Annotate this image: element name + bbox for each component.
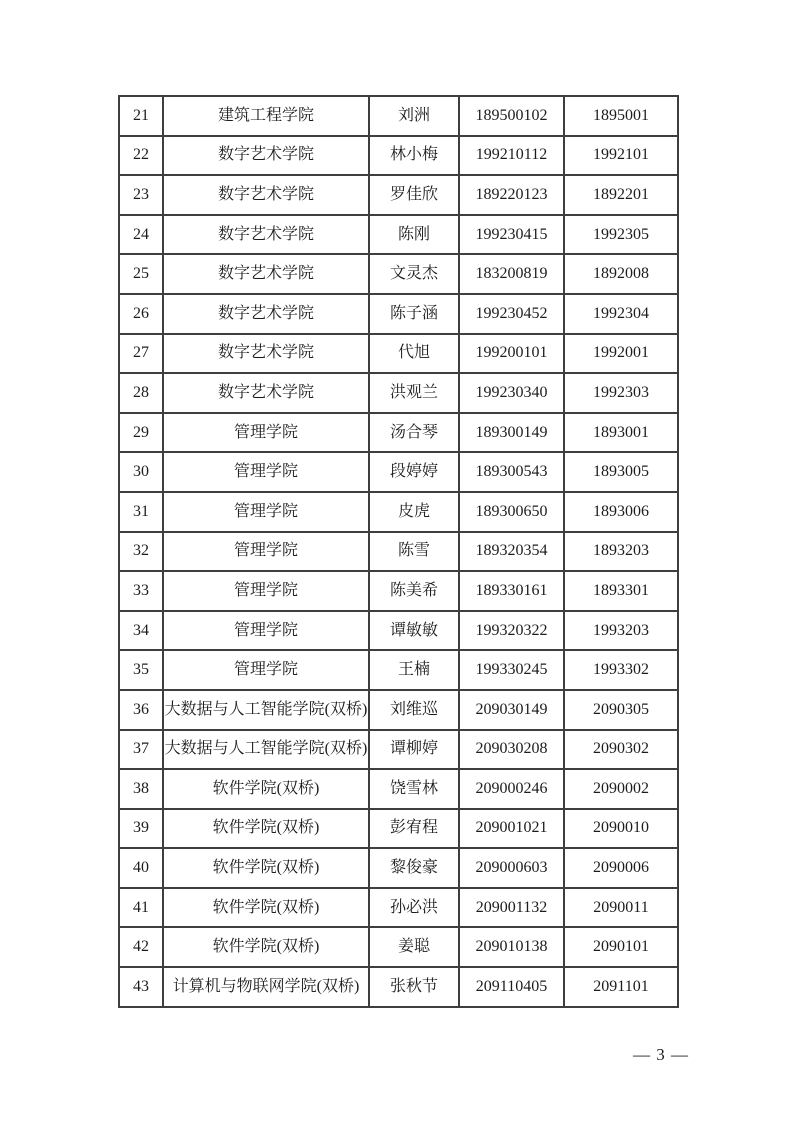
table-row (119, 888, 678, 928)
cell-student-id: 189300543 (459, 452, 564, 492)
cell-row-number: 43 (119, 967, 163, 1007)
cell-student-id: 199230340 (459, 373, 564, 413)
cell-row-number: 22 (119, 136, 163, 176)
table-row (119, 254, 678, 294)
cell-student-id: 189300650 (459, 492, 564, 532)
cell-student-id: 199200101 (459, 334, 564, 374)
table-row (119, 175, 678, 215)
table-row (119, 215, 678, 255)
cell-college: 数字艺术学院 (163, 294, 369, 334)
cell-student-id: 209000603 (459, 848, 564, 888)
cell-row-number: 31 (119, 492, 163, 532)
cell-class-number: 2090011 (564, 888, 678, 928)
table-row (119, 334, 678, 374)
cell-student-name: 彭宥程 (369, 809, 459, 849)
cell-student-name: 皮虎 (369, 492, 459, 532)
cell-student-name: 姜聪 (369, 927, 459, 967)
table-row (119, 769, 678, 809)
cell-student-id: 199230415 (459, 215, 564, 255)
cell-student-name: 孙必洪 (369, 888, 459, 928)
cell-college: 数字艺术学院 (163, 373, 369, 413)
cell-student-id: 189300149 (459, 413, 564, 453)
cell-college: 建筑工程学院 (163, 96, 369, 136)
cell-student-id: 199230452 (459, 294, 564, 334)
cell-row-number: 23 (119, 175, 163, 215)
cell-student-name: 罗佳欣 (369, 175, 459, 215)
cell-row-number: 25 (119, 254, 163, 294)
cell-class-number: 2090002 (564, 769, 678, 809)
cell-class-number: 1893005 (564, 452, 678, 492)
cell-student-id: 199210112 (459, 136, 564, 176)
cell-row-number: 29 (119, 413, 163, 453)
table-row (119, 967, 678, 1007)
cell-row-number: 33 (119, 571, 163, 611)
cell-college: 管理学院 (163, 452, 369, 492)
cell-college: 管理学院 (163, 532, 369, 572)
cell-row-number: 35 (119, 650, 163, 690)
cell-college: 大数据与人工智能学院(双桥) (163, 690, 369, 730)
cell-row-number: 36 (119, 690, 163, 730)
cell-college: 数字艺术学院 (163, 334, 369, 374)
cell-row-number: 27 (119, 334, 163, 374)
cell-college: 软件学院(双桥) (163, 769, 369, 809)
cell-class-number: 2091101 (564, 967, 678, 1007)
cell-student-name: 陈刚 (369, 215, 459, 255)
cell-student-id: 189500102 (459, 96, 564, 136)
cell-college: 管理学院 (163, 571, 369, 611)
table-row (119, 413, 678, 453)
cell-row-number: 30 (119, 452, 163, 492)
cell-student-name: 谭柳婷 (369, 730, 459, 770)
cell-row-number: 37 (119, 730, 163, 770)
cell-student-name: 代旭 (369, 334, 459, 374)
cell-student-name: 饶雪林 (369, 769, 459, 809)
cell-student-id: 209001021 (459, 809, 564, 849)
cell-class-number: 1993302 (564, 650, 678, 690)
cell-student-name: 陈美希 (369, 571, 459, 611)
cell-row-number: 41 (119, 888, 163, 928)
cell-student-id: 209110405 (459, 967, 564, 1007)
page-number (612, 1025, 689, 1085)
cell-student-id: 209010138 (459, 927, 564, 967)
cell-student-name: 张秋节 (369, 967, 459, 1007)
cell-student-name: 段婷婷 (369, 452, 459, 492)
cell-class-number: 1992305 (564, 215, 678, 255)
cell-row-number: 34 (119, 611, 163, 651)
cell-row-number: 42 (119, 927, 163, 967)
page-number-text: — 3 — (633, 1045, 689, 1064)
cell-row-number: 32 (119, 532, 163, 572)
cell-row-number: 26 (119, 294, 163, 334)
cell-college: 大数据与人工智能学院(双桥) (163, 730, 369, 770)
roster-body (119, 96, 678, 1007)
cell-college: 管理学院 (163, 650, 369, 690)
cell-class-number: 2090305 (564, 690, 678, 730)
table-row (119, 571, 678, 611)
cell-student-name: 刘洲 (369, 96, 459, 136)
student-roster-table (118, 95, 679, 1008)
cell-college: 管理学院 (163, 413, 369, 453)
cell-row-number: 24 (119, 215, 163, 255)
cell-student-id: 189320354 (459, 532, 564, 572)
cell-college: 数字艺术学院 (163, 136, 369, 176)
cell-row-number: 21 (119, 96, 163, 136)
table-row (119, 492, 678, 532)
cell-student-id: 209001132 (459, 888, 564, 928)
cell-college: 数字艺术学院 (163, 175, 369, 215)
cell-class-number: 1892008 (564, 254, 678, 294)
table-row (119, 611, 678, 651)
table-row (119, 136, 678, 176)
cell-student-name: 汤合琴 (369, 413, 459, 453)
cell-student-name: 刘维巡 (369, 690, 459, 730)
cell-class-number: 1895001 (564, 96, 678, 136)
cell-class-number: 2090010 (564, 809, 678, 849)
cell-row-number: 28 (119, 373, 163, 413)
cell-college: 数字艺术学院 (163, 254, 369, 294)
cell-student-id: 199320322 (459, 611, 564, 651)
cell-class-number: 1892201 (564, 175, 678, 215)
table-row (119, 730, 678, 770)
table-row (119, 373, 678, 413)
cell-class-number: 1893006 (564, 492, 678, 532)
cell-class-number: 2090006 (564, 848, 678, 888)
cell-college: 软件学院(双桥) (163, 888, 369, 928)
cell-class-number: 1992001 (564, 334, 678, 374)
cell-student-name: 陈子涵 (369, 294, 459, 334)
cell-class-number: 1893203 (564, 532, 678, 572)
cell-student-id: 199330245 (459, 650, 564, 690)
cell-student-name: 文灵杰 (369, 254, 459, 294)
table-row (119, 809, 678, 849)
cell-college: 软件学院(双桥) (163, 927, 369, 967)
cell-student-name: 洪观兰 (369, 373, 459, 413)
cell-student-name: 林小梅 (369, 136, 459, 176)
cell-student-name: 黎俊豪 (369, 848, 459, 888)
table-row (119, 452, 678, 492)
table-row (119, 927, 678, 967)
cell-student-name: 王楠 (369, 650, 459, 690)
cell-class-number: 1992304 (564, 294, 678, 334)
cell-class-number: 1992101 (564, 136, 678, 176)
cell-class-number: 1893301 (564, 571, 678, 611)
cell-row-number: 38 (119, 769, 163, 809)
cell-student-name: 谭敏敏 (369, 611, 459, 651)
cell-class-number: 2090302 (564, 730, 678, 770)
table-row (119, 690, 678, 730)
cell-student-name: 陈雪 (369, 532, 459, 572)
cell-student-id: 189220123 (459, 175, 564, 215)
cell-college: 软件学院(双桥) (163, 848, 369, 888)
cell-class-number: 1893001 (564, 413, 678, 453)
table-row (119, 96, 678, 136)
cell-row-number: 40 (119, 848, 163, 888)
cell-student-id: 209030208 (459, 730, 564, 770)
cell-student-id: 209030149 (459, 690, 564, 730)
cell-college: 管理学院 (163, 611, 369, 651)
cell-class-number: 2090101 (564, 927, 678, 967)
cell-college: 数字艺术学院 (163, 215, 369, 255)
cell-class-number: 1992303 (564, 373, 678, 413)
table-row (119, 650, 678, 690)
cell-student-id: 183200819 (459, 254, 564, 294)
cell-college: 管理学院 (163, 492, 369, 532)
cell-college: 软件学院(双桥) (163, 809, 369, 849)
table-row (119, 532, 678, 572)
table-row (119, 848, 678, 888)
table-row (119, 294, 678, 334)
cell-college: 计算机与物联网学院(双桥) (163, 967, 369, 1007)
cell-student-id: 209000246 (459, 769, 564, 809)
cell-class-number: 1993203 (564, 611, 678, 651)
cell-student-id: 189330161 (459, 571, 564, 611)
cell-row-number: 39 (119, 809, 163, 849)
